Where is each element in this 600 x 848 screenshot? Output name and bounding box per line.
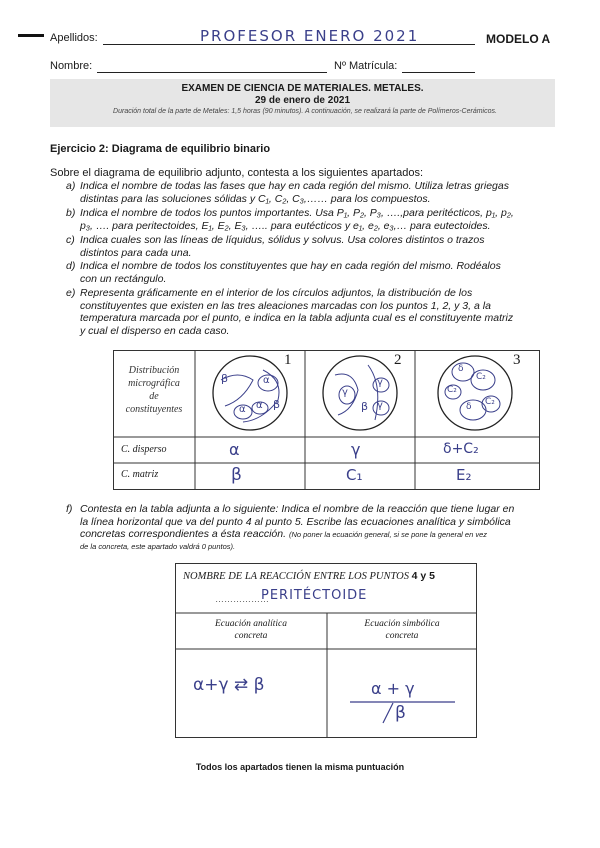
col-simbolica-header: Ecuación simbólica concreta [364,619,440,641]
modelo-label: MODELO A [486,32,551,46]
footer-note: Todos los apartados tienen la misma puntuación [195,762,405,772]
circle1-label-1: β [221,372,229,385]
question-f: f) Contesta en la tabla adjunta a lo siguiente: Indica el nombre de la reacción que tiene lugar en la línea horizontal que va del punto 4 al punto 5. Escribe las ecuaciones analítica y simbólica concretas correspondientes a ésta reacción. (No poner la ecuación general, si se pone la general en vez de la concreta, este apartado valdrá 0 puntos). [66,503,515,551]
circle3-label-3: C₂ [447,385,457,395]
nombre-label: Nombre: [50,60,93,72]
exam-title: EXAMEN DE CIENCIA DE MATERIALES. METALES. [181,83,424,94]
circle2-label-1: β [361,400,369,413]
disperso-3: δ+C₂ [443,441,479,457]
question-c: c) Indica cuales son las líneas de líquidus, sólidus y solvus. Usa colores distintos o trazos distintos para cada una. [66,234,485,259]
col-analitica-header: Ecuación analítica concreta [214,619,288,641]
row-matriz-label: C. matriz [121,469,159,480]
exercise-title: Ejercicio 2: Diagrama de equilibrio binario [50,143,271,155]
circle1-label-5: β [273,398,281,411]
matricula-field[interactable] [402,72,475,73]
symbolic-top: α + γ [371,679,415,698]
circle3-label-2: C₂ [476,372,486,382]
circle3-label-1: δ [458,364,464,374]
symbolic-bottom: β [395,703,406,723]
question-e: e) Representa gráficamente en el interior de los círculos adjuntos, la distribución de los constituyentes que existen en las tres aleaciones marcadas con los puntos 1, 2, y 3, a la temperatura marcada por el punto, e indica en la tabla adjunta cual es el constituyente matriz y cual el disperso en cada caso. [66,287,514,337]
disperso-2: γ [351,440,361,459]
exam-date: 29 de enero de 2021 [254,95,351,106]
apellidos-handwritten: PROFESOR ENERO 2021 [200,27,420,45]
number-1: 1 [284,352,292,368]
micrograph-table [113,350,540,490]
circle1-label-4: α [256,400,263,411]
reaction-answer: PERITÉCTOIDE [261,588,368,603]
apellidos-label: Apellidos: [50,32,98,44]
number-3: 3 [513,352,521,368]
matriz-2: C₁ [346,466,363,484]
question-d: d) Indica el nombre de todos los constituyentes que hay en cada región del mismo. Rodéalos con un rectángulo. [66,260,501,285]
circle2-label-3: γ [377,377,383,388]
circle2-label-4: γ [377,400,383,411]
matricula-label: Nº Matrícula: [334,60,398,72]
circle3-label-4: δ [466,402,472,412]
number-2: 2 [394,352,402,368]
question-b: b) Indica el nombre de todos los puntos importantes. Usa P₁, P₂, P₃, ….,para peritécticos, p₁, p₂, p₃, …. para peritectoides, E₁, E₂, E₃, ….. para eutécticos y e₁, e₂, e₃,… para eutectoides. [66,207,514,232]
exam-note: Duración total de la parte de Metales: 1,5 horas (90 minutos). A continuación, se realizará la parte de Polímeros-Cerámicos. [113,108,497,115]
corner-mark [18,34,44,37]
circle3-label-5: C₂ [485,397,495,407]
circle1-label-3: α [239,404,246,415]
reaction-title: NOMBRE DE LA REACCIÓN ENTRE LOS PUNTOS 4 y 5 [183,570,435,582]
matriz-1: β [231,465,242,485]
micro-header-cell: Distribución micrográfica de constituyentes [125,365,183,415]
matriz-3: E₂ [456,466,472,484]
circle2-label-2: γ [342,387,348,398]
exercise-intro: Sobre el diagrama de equilibrio adjunto, contesta a los siguientes apartados: [50,167,424,179]
circle1-label-2: α [263,375,270,386]
exam-banner [50,79,555,127]
nombre-field[interactable] [97,72,327,73]
question-a: a) Indica el nombre de todas las fases que hay en cada región del mismo. Utiliza letras griegas distintas para las soluciones sólidas y C₁, C₂, C₃,…… para los compuestos. [66,180,509,205]
row-disperso-label: C. disperso [121,444,167,455]
reaction-dots: ……………… [215,594,269,604]
analytic-equation: α+γ ⇄ β [193,675,265,695]
disperso-1: α [229,440,240,459]
reaction-table [175,563,477,738]
